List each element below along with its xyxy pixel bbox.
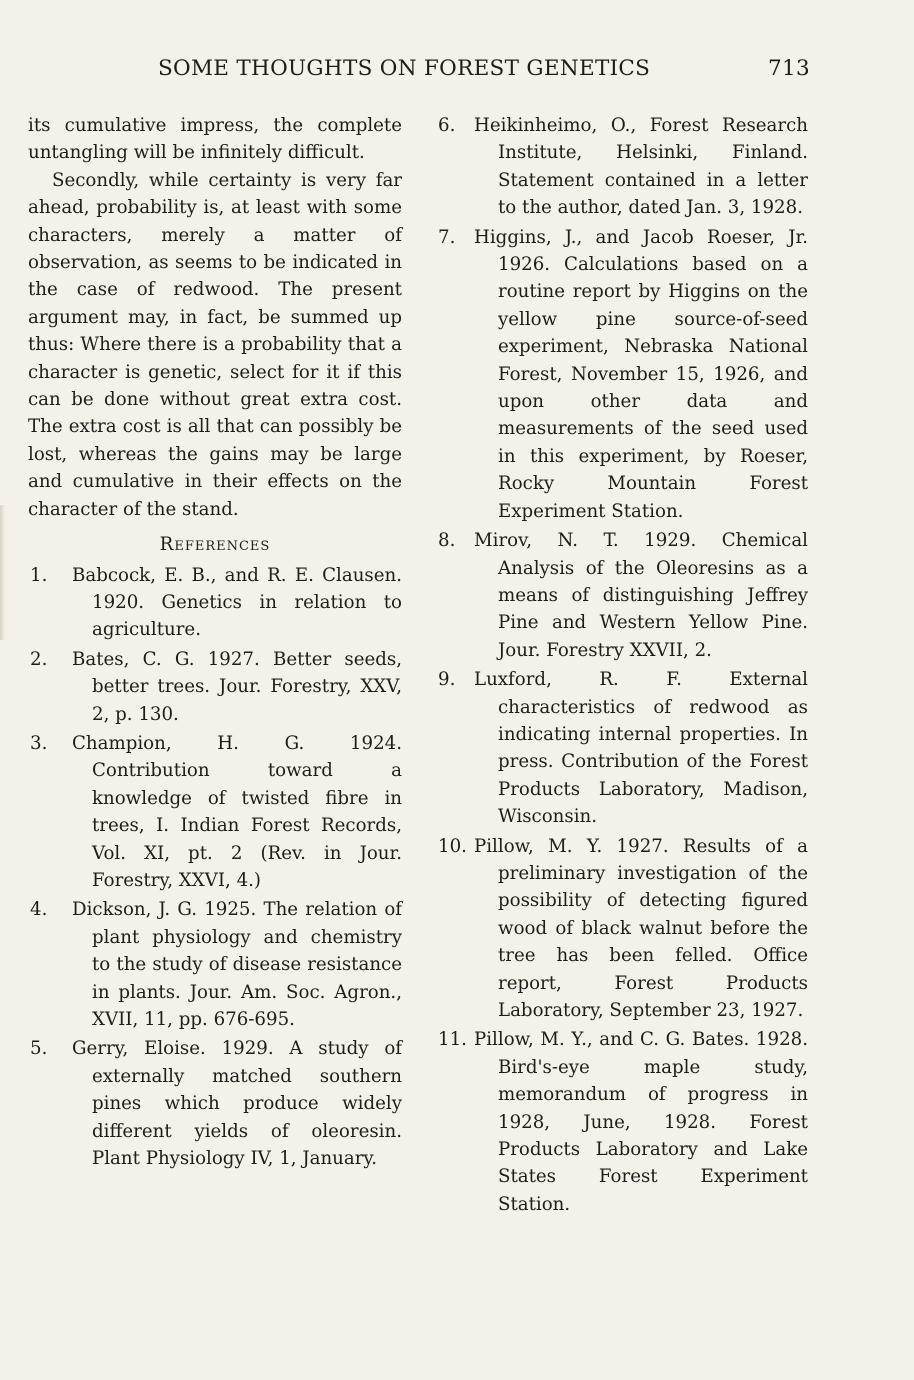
body-paragraph-1: its cumulative impress, the complete untangling will be infinitely difficult.: [28, 115, 402, 164]
reference-item-7: [438, 224, 808, 525]
running-title: SOME THOUGHTS ON FOREST GENETICS: [158, 56, 651, 81]
reference-text: Pillow, M. Y. 1927. Results of a preliminary investigation of the possibility of detecting figured wood of black walnut before the tree has been felled. Office report, Forest Products Laboratory, September 23, 1927.: [474, 835, 808, 1021]
page-edge-shadow: [0, 505, 5, 640]
reference-text: Bates, C. G. 1927. Better seeds, better trees. Jour. Forestry, XXV, 2, p. 130.: [72, 648, 402, 725]
reference-item-9: [438, 666, 808, 830]
reference-item-1: [28, 562, 402, 644]
body-paragraph-2: Secondly, while certainty is very far ahead, probability is, at least with some characters, merely a matter of observation, as seems to be indicated in the case of redwood. The present argument may, in fact, be summed up thus: Where there is a probability that a character is genetic, select for it if this can be done without great extra cost. The extra cost is all that can possibly be lost, whereas the gains may be large and cumulative in their effects on the character of the stand.: [28, 169, 402, 520]
references-heading: References: [159, 534, 271, 556]
reference-number: 9.: [438, 669, 456, 691]
left-column: [28, 112, 402, 1174]
reference-number: 1.: [30, 564, 48, 586]
reference-text: Champion, H. G. 1924. Contribution toward a knowledge of twisted fibre in trees, I. Indian Forest Records, Vol. XI, pt. 2 (Rev. in Jour. Forestry, XXVI, 4.): [72, 732, 402, 891]
reference-number: 5.: [30, 1038, 48, 1060]
reference-text: Mirov, N. T. 1929. Chemical Analysis of the Oleoresins as a means of distinguishing Jeffrey Pine and Western Yellow Pine. Jour. Forestry XXVII, 2.: [474, 530, 808, 661]
reference-text: Higgins, J., and Jacob Roeser, Jr. 1926. Calculations based on a routine report by Higgins on the yellow pine source-of-seed experiment, Nebraska National Forest, November 15, 1926, and upon other data and measurements of the seed used in this experiment, by Roeser, Rocky Mountain Forest Experiment Station.: [474, 226, 808, 522]
reference-number: 11.: [438, 1029, 467, 1051]
reference-number: 8.: [438, 530, 456, 552]
reference-text: Luxford, R. F. External characteristics of redwood as indicating internal properties. In press. Contribution of the Forest Products Laboratory, Madison, Wisconsin.: [474, 669, 808, 828]
page-number: 713: [768, 56, 810, 81]
reference-text: Dickson, J. G. 1925. The relation of plant physiology and chemistry to the study of disease resistance in plants. Jour. Am. Soc. Agron., XVII, 11, pp. 676-695.: [72, 899, 402, 1030]
reference-item-2: [28, 646, 402, 728]
reference-number: 2.: [30, 648, 48, 670]
reference-number: 6.: [438, 115, 456, 136]
reference-text: Heikinheimo, O., Forest Research Institute, Helsinki, Finland. Statement contained in a letter to the author, dated Jan. 3, 1928.: [474, 115, 808, 219]
reference-text: Pillow, M. Y., and C. G. Bates. 1928. Bird's-eye maple study, memorandum of progress in 1928, June, 1928. Forest Products Laboratory and Lake States Forest Experiment Station.: [474, 1029, 808, 1215]
reference-item-8: [438, 527, 808, 664]
reference-number: 10.: [438, 835, 467, 857]
reference-number: 7.: [438, 226, 456, 248]
reference-item-5: [28, 1035, 402, 1172]
reference-item-3: [28, 730, 402, 894]
reference-item-11: [438, 1026, 808, 1218]
reference-text: Babcock, E. B., and R. E. Clausen. 1920. Genetics in relation to agriculture.: [72, 564, 402, 641]
reference-item-10: [438, 833, 808, 1025]
reference-number: 4.: [30, 899, 48, 921]
running-header: [0, 56, 914, 86]
reference-text: Gerry, Eloise. 1929. A study of externally matched southern pines which produce widely different yields of oleoresin. Plant Physiology IV, 1, January.: [72, 1038, 402, 1170]
reference-number: 3.: [30, 732, 48, 754]
reference-item-6: [438, 112, 808, 222]
right-column: [438, 112, 808, 1220]
reference-item-4: [28, 896, 402, 1033]
